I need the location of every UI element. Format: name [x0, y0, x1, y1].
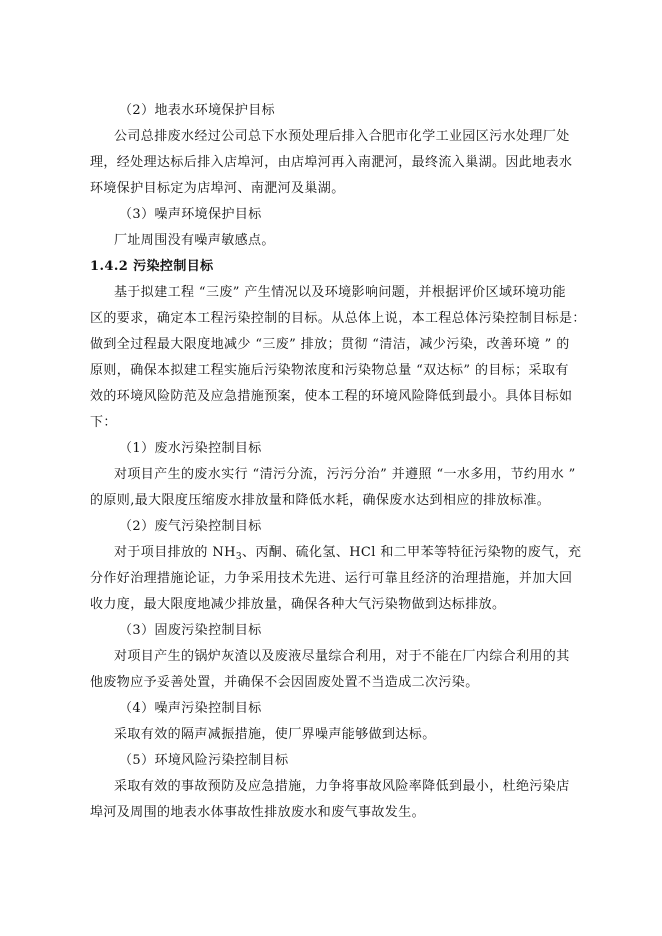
- paragraph-line: 厂址周围没有噪声敏感点。: [114, 233, 275, 248]
- paragraph-line: 区的要求，确定本工程污染控制的目标。从总体上说，本工程总体污染控制目标是：: [90, 311, 586, 326]
- paragraph-line: 对项目产生的锅炉灰渣以及废液尽量综合利用，对于不能在厂内综合利用的其: [114, 649, 570, 664]
- heading-exhaust-gas-control: （2）废气污染控制目标: [119, 519, 262, 534]
- nh3-line-pre: 对于项目排放的 NH: [114, 545, 236, 560]
- heading-solid-waste-control: （3）固废污染控制目标: [119, 623, 262, 638]
- paragraph-line-nh3: [114, 545, 581, 561]
- section-heading-1-4-2: 1.4.2 污染控制目标: [90, 259, 214, 274]
- paragraph-line: 公司总排废水经过公司总下水预处理后排入合肥市化学工业园区污水处理厂处: [114, 129, 570, 144]
- heading-noise-control: （4）噪声污染控制目标: [119, 701, 262, 716]
- paragraph-line: 做到全过程最大限度地减少 “三废” 排放；贯彻 “清洁，减少污染，改善环境 ” 的: [90, 337, 570, 352]
- paragraph-line: 环境保护目标定为店埠河、南淝河及巢湖。: [90, 181, 345, 196]
- paragraph-line: 基于拟建工程 “三废” 产生情况以及环境影响问题，并根据评价区域环境功能: [114, 285, 566, 300]
- paragraph-line: 采取有效的隔声减振措施，使厂界噪声能够做到达标。: [114, 727, 436, 742]
- paragraph-line: 他废物应予妥善处置，并确保不会因固废处置不当造成二次污染。: [90, 675, 479, 690]
- heading-wastewater-control: （1）废水污染控制目标: [119, 441, 262, 456]
- paragraph-line: 采取有效的事故预防及应急措施，力争将事故风险率降低到最小，杜绝污染店: [114, 779, 570, 794]
- paragraph-line: 分作好治理措施论证，力争采用技术先进、运行可靠且经济的治理措施，并加大回: [90, 571, 573, 586]
- paragraph-line: 对项目产生的废水实行 “清污分流，污污分治” 并遵照 “一水多用，节约用水 ”: [114, 467, 576, 482]
- paragraph-line: 理，经处理达标后排入店埠河，由店埠河再入南淝河，最终流入巢湖。因此地表水: [90, 155, 573, 170]
- paragraph-line: 埠河及周围的地表水体事故性排放废水和废气事故发生。: [90, 805, 426, 820]
- heading-env-risk-control: （5）环境风险污染控制目标: [119, 753, 289, 768]
- heading-noise-env-target: （3）噪声环境保护目标: [119, 207, 262, 222]
- paragraph-line: 原则，确保本拟建工程实施后污染物浓度和污染物总量 “双达标” 的目标；采取有: [90, 363, 569, 378]
- paragraph-line: 收力度，最大限度地减少排放量，确保各种大气污染物做到达标排放。: [90, 597, 506, 612]
- nh3-line-post: 、丙酮、硫化氢、HCl 和二甲苯等特征污染物的废气，充: [242, 545, 582, 560]
- heading-surface-water-target: （2）地表水环境保护目标: [119, 103, 276, 118]
- paragraph-line: 下：: [90, 415, 117, 430]
- paragraph-line: 的原则,最大限度压缩废水排放量和降低水耗，确保废水达到相应的排放标准。: [90, 493, 551, 508]
- nh3-subscript: 3: [235, 552, 242, 562]
- paragraph-line: 效的环境风险防范及应急措施预案，使本工程的环境风险降低到最小。具体目标如: [90, 389, 573, 404]
